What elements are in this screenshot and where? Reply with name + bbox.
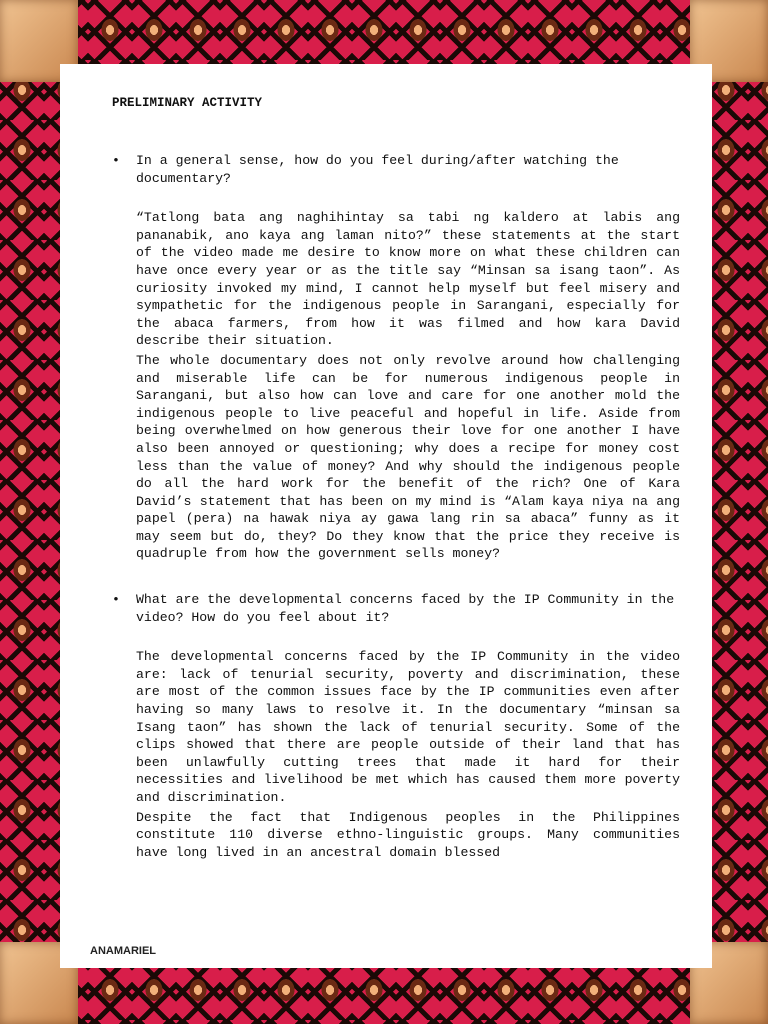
question-2-text: What are the developmental concerns faced by the IP Community in the video? How do you feel about it? xyxy=(136,592,675,625)
document-page xyxy=(60,64,712,968)
answer-2-paragraph-2: Despite the fact that Indigenous peoples in the Philippines constitute 110 diverse ethno-linguistic groups. Many communities have long lived in an ancestral domain blessed xyxy=(136,809,680,860)
question-1 xyxy=(112,152,680,187)
question-1-text: In a general sense, how do you feel during/after watching the documentary? xyxy=(136,153,619,186)
bullet-icon: • xyxy=(112,153,120,168)
question-2 xyxy=(112,591,680,626)
answer-2-paragraph-1: The developmental concerns faced by the IP Community in the video are: lack of tenurial security, poverty and discrimination, these are most of the common issues face by the IP communities even after having so many laws to resolve it. In the documentary “minsan sa Isang taon” has shown the lack of tenurial security. Some of the clips showed that there are people outside of their land that has been unlawfully cutting trees that made it hard for their necessities and livelihood be met which has caused them more poverty and discrimination. xyxy=(136,649,680,805)
author-footer: ANAMARIEL xyxy=(90,945,156,957)
bullet-icon: • xyxy=(112,592,120,608)
document-body xyxy=(112,152,680,861)
page-heading: PRELIMINARY ACTIVITY xyxy=(112,96,263,110)
answer-1-paragraph-2: The whole documentary does not only revolve around how challenging and miserable life can be for numerous indigenous people in Sarangani, but also how can love and care for one another mold the indigenous people to live peaceful and hopeful in life. Aside from being overwhelmed on how generous their love for one another I have also been annoyed or questioning; why does a recipe for money cost less than the value of money? And why should the indigenous people do all the hard work for the benefit of the rich? One of Kara David’s statement that has been on my mind is “Alam kaya niya na ang papel (pera) na hawak niya ay gawa lang rin sa abaca” funny as it may seem but do, they? Do they know that the price they receive is quadruple from how the government sells money? xyxy=(136,352,680,562)
answer-1-paragraph-1: “Tatlong bata ang naghihintay sa tabi ng kaldero at labis ang pananabik, ano kaya ang laman nito?” these statements at the start of the video made me desire to know more on what these children can have once every year or as the title say “Minsan sa isang taon”. As curiosity invoked my mind, I cannot help myself but feel misery and sympathetic for the indigenous people in Sarangani, especially for the abaca farmers, from how it was filmed and how kara David describe their situation. xyxy=(136,210,680,349)
